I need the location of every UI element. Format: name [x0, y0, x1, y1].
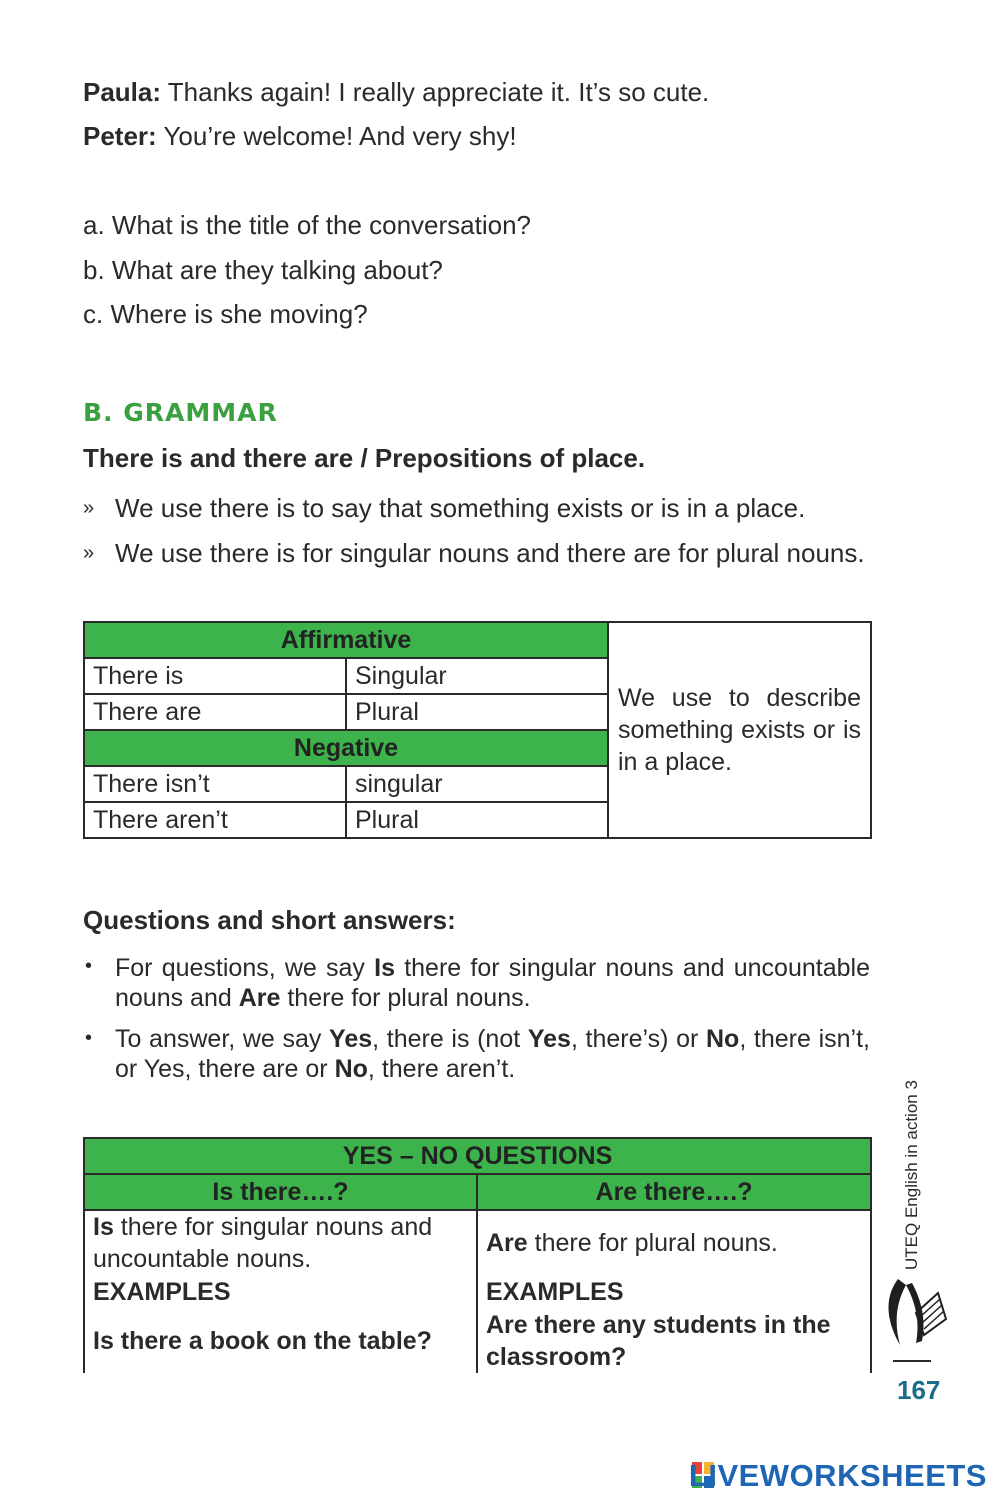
- dialogue-text-paula: Thanks again! I really appreciate it. It’s so cute.: [161, 77, 710, 107]
- qa-heading: Questions and short answers:: [83, 905, 456, 935]
- book-title-side: UTEQ English in action 3: [902, 1080, 921, 1270]
- text: For questions, we say: [115, 954, 375, 982]
- table-cell: singular: [346, 766, 608, 802]
- is-there-header: Is there….?: [84, 1174, 477, 1210]
- grammar-bullet-1: We use there is to say that something exists or is in a place.: [115, 493, 806, 523]
- text: there for singular nouns and uncountable nouns and: [115, 954, 870, 1012]
- bullet-dot-icon: •: [85, 955, 93, 977]
- bold-text: No: [334, 1055, 368, 1083]
- grammar-bullet-2: We use there is for singular nouns and there are for plural nouns.: [115, 538, 865, 568]
- open-book-icon: [876, 1273, 956, 1351]
- is-there-usage: [84, 1210, 477, 1275]
- table-cell: There is: [84, 658, 346, 694]
- question-a: a. What is the title of the conversation?: [83, 210, 532, 240]
- text: there for plural nouns.: [527, 1229, 778, 1257]
- question-b: b. What are they talking about?: [83, 255, 443, 285]
- table-cell: Plural: [346, 802, 608, 838]
- qa-bullet-1: [115, 953, 870, 1013]
- qa-bullet-2: [115, 1024, 870, 1084]
- page-number: 167: [897, 1375, 941, 1405]
- bold-text: Is: [93, 1213, 114, 1241]
- grammar-heading: B. GRAMMAR: [83, 398, 278, 427]
- text: there for singular nouns and uncountable nouns.: [93, 1213, 433, 1273]
- bold-text: Are: [238, 984, 281, 1012]
- speaker-paula: Paula:: [83, 77, 162, 107]
- dialogue-line-paula: [83, 77, 709, 108]
- table-cell: Singular: [346, 658, 608, 694]
- bullet-dot-icon: •: [85, 1027, 93, 1049]
- bullet-mark-icon: »: [83, 542, 95, 564]
- bullet-mark-icon: »: [83, 497, 95, 519]
- yes-no-title: YES – NO QUESTIONS: [84, 1138, 871, 1174]
- text: , there is (not: [372, 1025, 528, 1053]
- text: , there’s) or: [570, 1025, 706, 1053]
- example-is-there: Is there a book on the table?: [84, 1309, 477, 1373]
- bold-text: No: [706, 1025, 740, 1053]
- text: , there isn’t, or Yes, there are or: [115, 1025, 870, 1083]
- examples-label: EXAMPLES: [84, 1275, 477, 1309]
- usage-description: We use to describe something exists or is in a place.: [608, 622, 871, 838]
- are-there-usage: [477, 1210, 871, 1275]
- affirmative-header: Affirmative: [84, 622, 608, 658]
- table-cell: Plural: [346, 694, 608, 730]
- examples-label: EXAMPLES: [477, 1275, 871, 1309]
- speaker-peter: Peter:: [83, 121, 157, 151]
- text: To answer, we say: [115, 1025, 330, 1053]
- text: , there aren’t.: [367, 1055, 516, 1083]
- are-there-header: Are there….?: [477, 1174, 871, 1210]
- bold-text: Yes: [527, 1025, 571, 1053]
- page-number-rule: [893, 1360, 931, 1362]
- bold-text: Are: [486, 1229, 528, 1257]
- grammar-subtitle: There is and there are / Prepositions of place.: [83, 443, 646, 473]
- yes-no-questions-table: [83, 1137, 872, 1373]
- liveworksheets-brand: LIVEWORKSHEETS: [688, 1458, 987, 1493]
- negative-header: Negative: [84, 730, 608, 766]
- dialogue-line-peter: [83, 121, 517, 152]
- table-cell: There aren’t: [84, 802, 346, 838]
- example-are-there: Are there any students in the classroom?: [477, 1309, 871, 1373]
- table-cell: There are: [84, 694, 346, 730]
- dialogue-text-peter: You’re welcome! And very shy!: [156, 121, 517, 151]
- table-cell: There isn’t: [84, 766, 346, 802]
- bold-text: Is: [374, 954, 395, 982]
- there-is-are-table: [83, 621, 872, 839]
- question-c: c. Where is she moving?: [83, 299, 368, 329]
- text: there for plural nouns.: [280, 984, 531, 1012]
- bold-text: Yes: [329, 1025, 373, 1053]
